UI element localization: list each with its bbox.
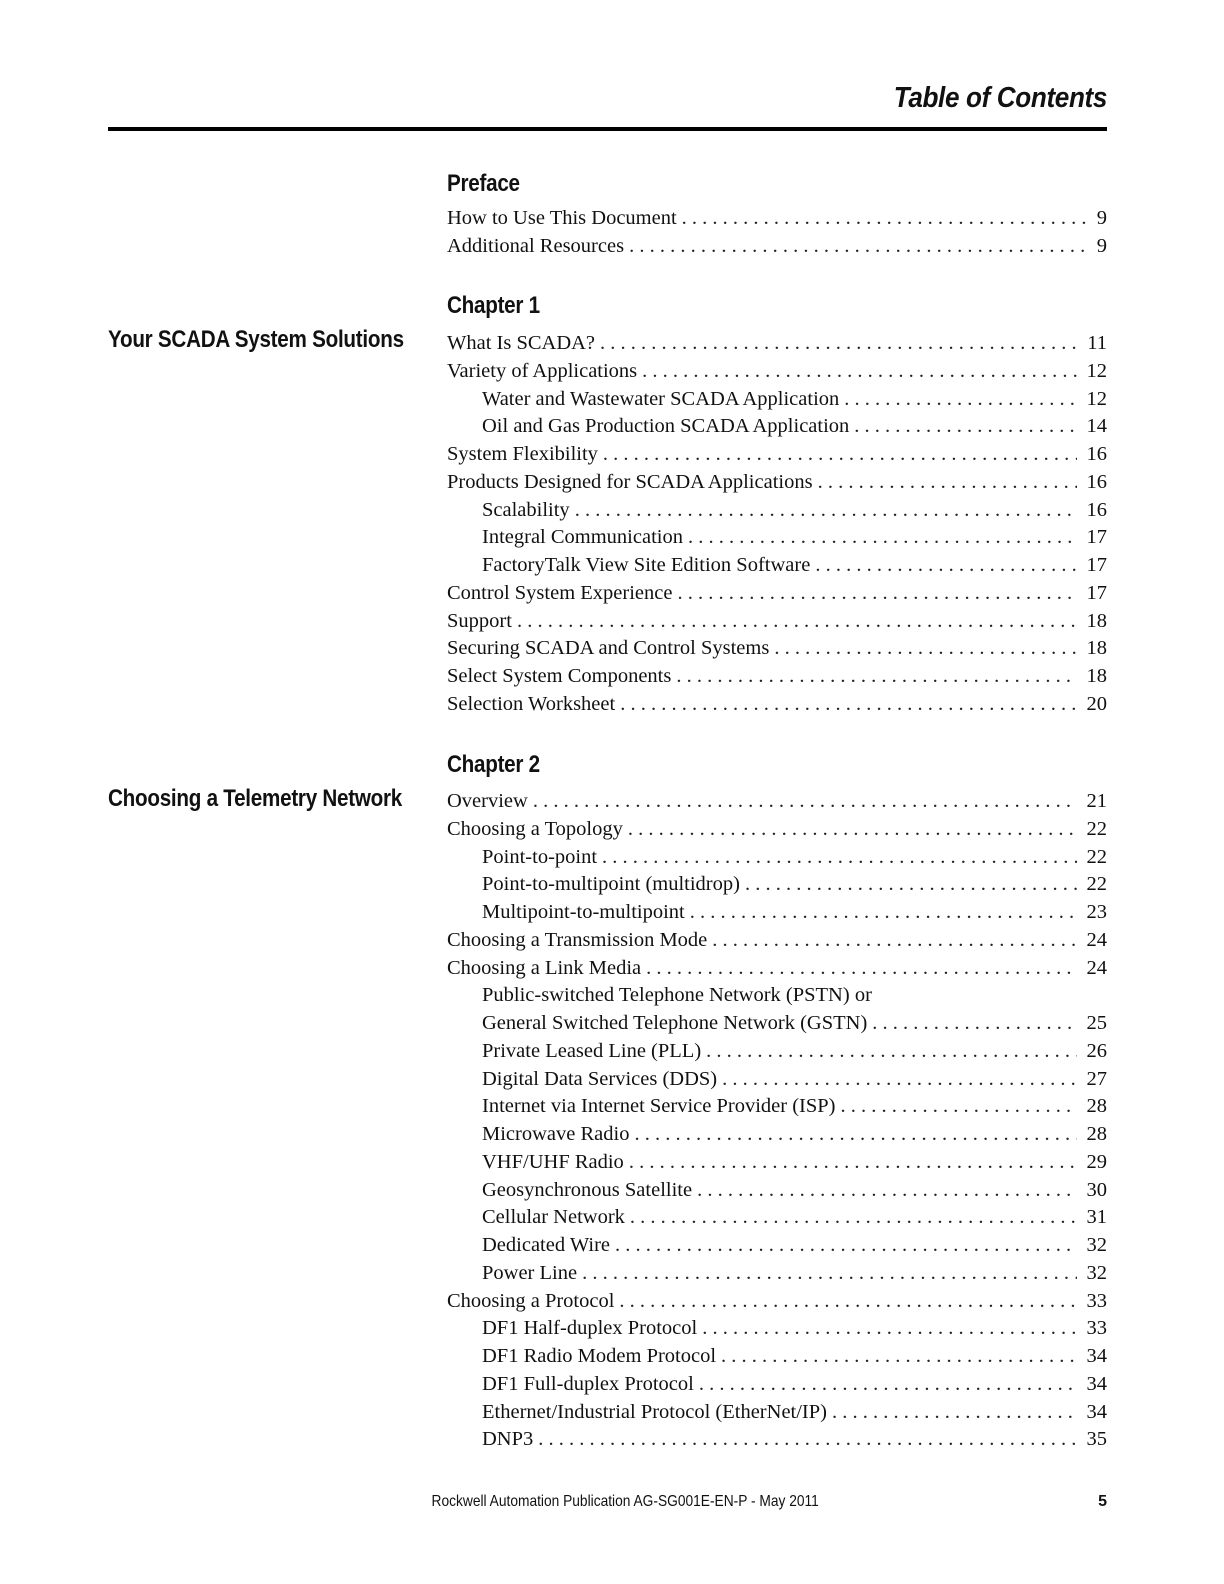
toc-page-number: 34 — [1086, 1372, 1107, 1395]
toc-entry[interactable] — [447, 635, 1107, 663]
toc-entry-title: Choosing a Topology — [447, 817, 623, 840]
toc-page-number: 14 — [1086, 415, 1107, 438]
dot-leader — [597, 844, 1077, 872]
toc-entry[interactable] — [447, 899, 1107, 927]
dot-leader — [533, 1426, 1077, 1454]
toc-entry-title: General Switched Telephone Network (GSTN) — [482, 1012, 868, 1034]
preface-entries — [447, 205, 1107, 261]
toc-page-number: 9 — [1096, 207, 1107, 229]
toc-entry-title: Internet via Internet Service Provider (ISP) — [482, 1095, 836, 1118]
toc-page-number: 34 — [1086, 1345, 1107, 1367]
dot-leader — [683, 524, 1077, 552]
dot-leader — [672, 580, 1077, 608]
toc-page-number: 28 — [1086, 1095, 1107, 1118]
toc-entry[interactable] — [447, 469, 1107, 497]
toc-entry[interactable] — [447, 1121, 1107, 1149]
dot-leader — [692, 1177, 1077, 1205]
toc-entry[interactable] — [447, 233, 1107, 261]
toc-entry[interactable] — [447, 1232, 1107, 1260]
toc-page-number: 29 — [1086, 1150, 1107, 1173]
toc-page-number: 17 — [1086, 554, 1107, 576]
toc-page-number: 27 — [1086, 1067, 1107, 1090]
toc-entry-title: Select System Components — [447, 665, 672, 687]
page-number: 5 — [1098, 1493, 1107, 1510]
toc-entry[interactable] — [447, 927, 1107, 955]
dot-leader — [614, 1288, 1077, 1316]
dot-leader — [528, 788, 1077, 816]
toc-entry[interactable] — [447, 1038, 1107, 1066]
toc-entry[interactable] — [447, 205, 1107, 233]
toc-page-number: 12 — [1086, 359, 1107, 382]
toc-entry[interactable] — [447, 1066, 1107, 1094]
toc-entry[interactable] — [447, 844, 1107, 872]
toc-entry[interactable] — [447, 441, 1107, 469]
toc-page-number: 28 — [1086, 1123, 1107, 1145]
toc-entry[interactable] — [447, 413, 1107, 441]
toc-entry-title: DF1 Full-duplex Protocol — [482, 1372, 694, 1395]
dot-leader — [677, 205, 1089, 233]
toc-page-number: 16 — [1086, 470, 1107, 493]
toc-entry-title: Products Designed for SCADA Applications — [447, 470, 813, 493]
toc-entry[interactable] — [447, 1177, 1107, 1205]
chapter2-title: Choosing a Telemetry Network — [108, 785, 403, 812]
toc-entry-title: Variety of Applications — [447, 359, 638, 382]
toc-page-number: 16 — [1086, 498, 1107, 521]
toc-entry[interactable] — [447, 1204, 1107, 1232]
toc-page-number: 11 — [1087, 332, 1107, 354]
toc-entry[interactable] — [447, 1315, 1107, 1343]
toc-page-number: 22 — [1086, 845, 1107, 868]
toc-entry-title: VHF/UHF Radio — [482, 1150, 624, 1173]
toc-page-number: 20 — [1086, 692, 1107, 715]
toc-entry[interactable] — [447, 497, 1107, 525]
toc-page-number: 21 — [1086, 790, 1107, 812]
toc-page-number: 12 — [1086, 387, 1107, 410]
toc-entry[interactable] — [447, 1399, 1107, 1427]
toc-entry-title: DNP3 — [482, 1428, 534, 1451]
dot-leader — [839, 386, 1077, 414]
dot-leader — [717, 1066, 1077, 1094]
toc-entry[interactable] — [447, 358, 1107, 386]
toc-page-number: 32 — [1086, 1261, 1107, 1284]
chapter1-entries — [447, 330, 1107, 719]
toc-entry-title: What Is SCADA? — [447, 332, 596, 354]
chapter1-title: Your SCADA System Solutions — [108, 326, 404, 353]
toc-entry-title: Selection Worksheet — [447, 692, 616, 715]
toc-page-number: 22 — [1086, 817, 1107, 840]
toc-page-number: 33 — [1086, 1317, 1107, 1340]
toc-entry-title: Cellular Network — [482, 1206, 625, 1229]
page-title: Table of Contents — [893, 82, 1107, 114]
toc-entry-title: Power Line — [482, 1261, 578, 1284]
toc-page-number: 24 — [1086, 928, 1107, 951]
toc-entry-title-line1: Public-switched Telephone Network (PSTN) or — [482, 984, 872, 1007]
dot-leader — [512, 608, 1077, 636]
toc-entry-title: Support — [447, 609, 512, 632]
toc-entry-title: Securing SCADA and Control Systems — [447, 637, 770, 660]
toc-entry[interactable] — [447, 663, 1107, 691]
toc-entry[interactable] — [447, 1149, 1107, 1177]
toc-entry[interactable] — [447, 1093, 1107, 1121]
toc-entry-title: Ethernet/Industrial Protocol (EtherNet/IP) — [482, 1400, 827, 1423]
toc-entry-title: Microwave Radio — [482, 1123, 630, 1145]
dot-leader — [740, 871, 1077, 899]
toc-entry-title: Integral Communication — [482, 526, 683, 549]
toc-entry[interactable] — [447, 1343, 1107, 1371]
chapter2-heading: Chapter 2 — [447, 751, 540, 778]
toc-entry[interactable] — [447, 955, 1107, 983]
toc-entry-title: Additional Resources — [447, 234, 625, 257]
dot-leader — [615, 691, 1077, 719]
toc-page-number: 16 — [1086, 443, 1107, 465]
dot-leader — [570, 497, 1077, 525]
toc-entry-title: Oil and Gas Production SCADA Application — [482, 415, 850, 438]
dot-leader — [598, 441, 1077, 469]
toc-entry-title: How to Use This Document — [447, 207, 677, 229]
dot-leader — [701, 1038, 1077, 1066]
toc-entry[interactable] — [447, 608, 1107, 636]
preface-heading: Preface — [447, 170, 520, 197]
dot-leader — [577, 1260, 1077, 1288]
toc-entry[interactable] — [447, 580, 1107, 608]
toc-entry-title: Multipoint-to-multipoint — [482, 901, 685, 923]
dot-leader — [671, 663, 1077, 691]
toc-entry[interactable] — [447, 552, 1107, 580]
dot-leader — [595, 330, 1077, 358]
toc-entry[interactable] — [447, 386, 1107, 414]
toc-page-number: 22 — [1086, 873, 1107, 896]
publication-info: Rockwell Automation Publication AG-SG001E-EN-P - May 2011 — [431, 1493, 819, 1510]
toc-entry-title: DF1 Radio Modem Protocol — [482, 1345, 717, 1367]
toc-page-number: 34 — [1086, 1400, 1107, 1423]
dot-leader — [641, 955, 1077, 983]
header-rule — [108, 127, 1107, 131]
toc-page-number: 26 — [1086, 1039, 1107, 1062]
toc-entry[interactable] — [447, 1371, 1107, 1399]
toc-entry-title: Choosing a Transmission Mode — [447, 928, 708, 951]
toc-entry-title: Point-to-point — [482, 845, 598, 868]
toc-entry[interactable] — [447, 982, 1107, 1038]
toc-entry[interactable] — [447, 330, 1107, 358]
toc-page-number: 9 — [1096, 234, 1107, 257]
toc-entry[interactable] — [447, 1288, 1107, 1316]
toc-entry-title: Dedicated Wire — [482, 1234, 610, 1256]
toc-page-number: 33 — [1086, 1289, 1107, 1312]
toc-entry-title: Choosing a Link Media — [447, 956, 642, 979]
dot-leader — [827, 1399, 1077, 1427]
dot-leader — [694, 1371, 1077, 1399]
toc-entry-title: Point-to-multipoint (multidrop) — [482, 873, 740, 896]
dot-leader — [624, 233, 1089, 261]
toc-page-number: 18 — [1086, 609, 1107, 632]
toc-entry[interactable] — [447, 871, 1107, 899]
dot-leader — [637, 358, 1077, 386]
toc-entry-title: Choosing a Protocol — [447, 1289, 615, 1312]
dot-leader — [625, 1204, 1077, 1232]
dot-leader — [623, 816, 1077, 844]
toc-page-number: 18 — [1086, 637, 1107, 660]
page-header — [870, 82, 1107, 115]
toc-entry[interactable] — [447, 788, 1107, 816]
toc-page-number: 17 — [1086, 581, 1107, 604]
dot-leader — [769, 635, 1077, 663]
toc-entry-title: Overview — [447, 790, 528, 812]
chapter2-entries — [447, 788, 1107, 1454]
toc-entry[interactable] — [447, 691, 1107, 719]
toc-page-number: 23 — [1086, 901, 1107, 923]
toc-entry[interactable] — [447, 1260, 1107, 1288]
chapter1-heading: Chapter 1 — [447, 292, 540, 319]
toc-page-number: 17 — [1086, 526, 1107, 549]
toc-entry-title: Scalability — [482, 498, 570, 521]
dot-leader — [685, 899, 1077, 927]
dot-leader — [610, 1232, 1077, 1260]
toc-entry-title: Geosynchronous Satellite — [482, 1178, 693, 1201]
toc-page-number: 24 — [1086, 956, 1107, 979]
dot-leader — [697, 1315, 1077, 1343]
toc-entry-title: Private Leased Line (PLL) — [482, 1039, 702, 1062]
dot-leader — [836, 1093, 1077, 1121]
dot-leader — [624, 1149, 1077, 1177]
toc-entry-title: Digital Data Services (DDS) — [482, 1067, 718, 1090]
dot-leader — [629, 1121, 1077, 1149]
toc-page-number: 35 — [1086, 1428, 1107, 1451]
toc-entry-title: DF1 Half-duplex Protocol — [482, 1317, 698, 1340]
toc-entry-title: Control System Experience — [447, 581, 673, 604]
toc-entry-title: System Flexibility — [447, 443, 598, 465]
dot-leader — [810, 552, 1077, 580]
toc-page-number: 25 — [1086, 1012, 1107, 1034]
toc-page-number: 30 — [1086, 1178, 1107, 1201]
dot-leader — [867, 1010, 1077, 1038]
dot-leader — [813, 469, 1077, 497]
toc-entry-title: FactoryTalk View Site Edition Software — [482, 554, 811, 576]
toc-entry[interactable] — [447, 816, 1107, 844]
toc-entry[interactable] — [447, 1426, 1107, 1454]
toc-entry[interactable] — [447, 524, 1107, 552]
dot-leader — [716, 1343, 1077, 1371]
dot-leader — [707, 927, 1077, 955]
toc-page-number: 32 — [1086, 1234, 1107, 1256]
dot-leader — [849, 413, 1077, 441]
toc-page-number: 31 — [1086, 1206, 1107, 1229]
toc-page-number: 18 — [1086, 665, 1107, 687]
toc-entry-title: Water and Wastewater SCADA Application — [482, 387, 840, 410]
